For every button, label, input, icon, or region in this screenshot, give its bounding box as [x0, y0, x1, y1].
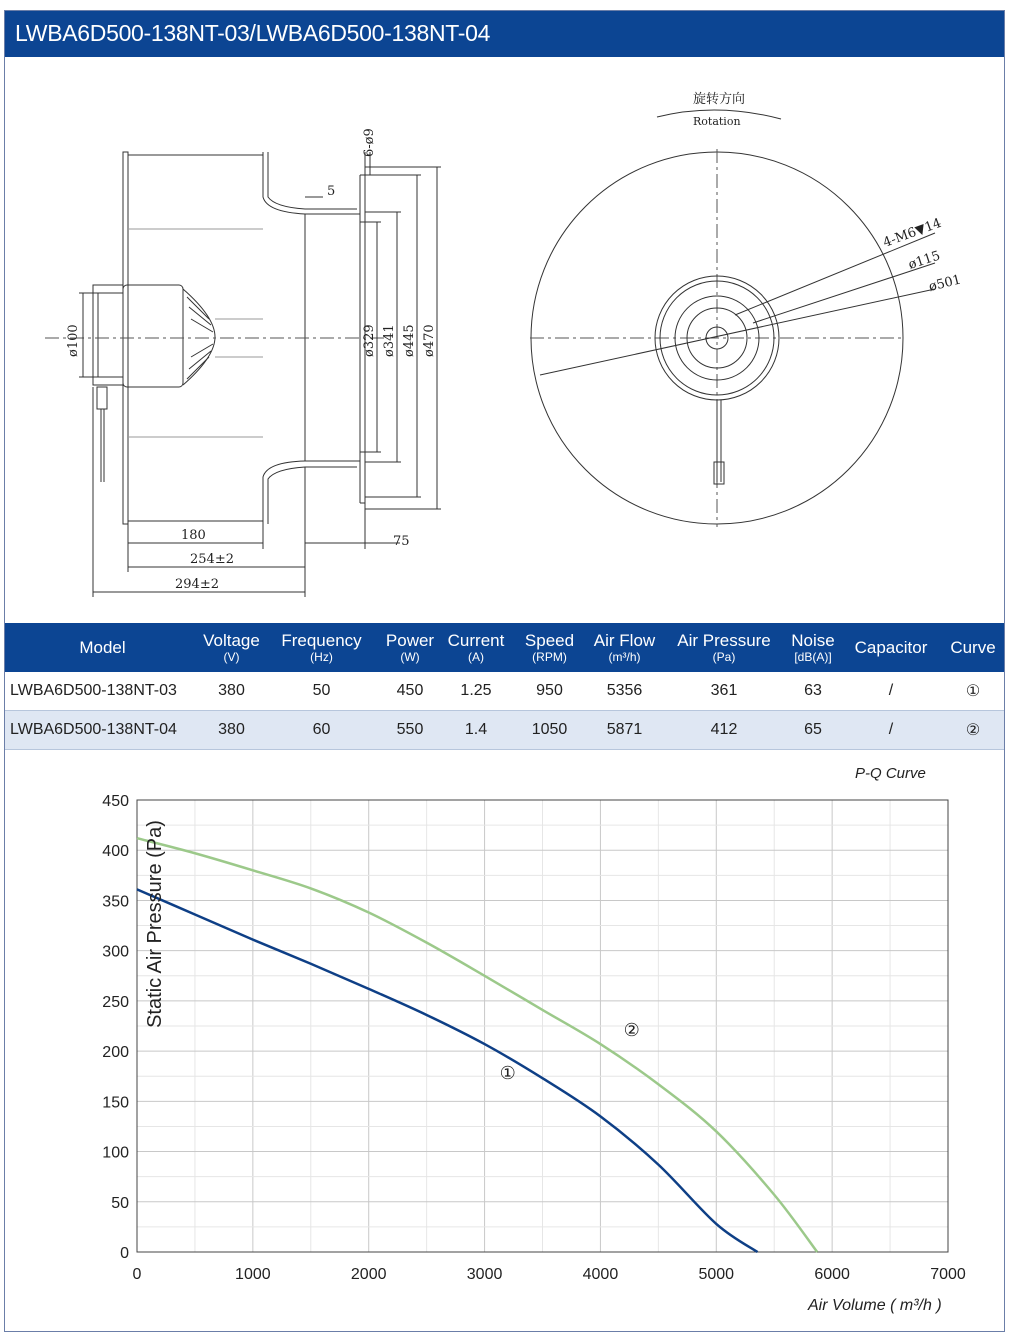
motor-fins: [183, 289, 215, 385]
dim-294: 294±2: [175, 577, 219, 592]
y-tick-label: 450: [102, 793, 129, 810]
table-cell: ①: [942, 672, 1004, 711]
page-title: LWBA6D500-138NT-03/LWBA6D500-138NT-04: [15, 20, 491, 46]
table-row: [5, 672, 1004, 711]
drawing-svg: [5, 57, 1004, 623]
table-cell: 65: [786, 711, 840, 750]
dim-holes: 6-ø9: [362, 128, 377, 157]
table-cell: 361: [662, 672, 786, 711]
table-cell: 550: [380, 711, 440, 750]
table-cell: 1050: [512, 711, 587, 750]
y-tick-label: 100: [102, 1144, 129, 1162]
y-tick-label: 400: [102, 843, 129, 861]
table-cell: 60: [263, 711, 380, 750]
curve-label-2: ②: [623, 1020, 640, 1041]
y-tick-label: 300: [102, 943, 129, 961]
dim-d329: ø329: [362, 324, 377, 357]
x-tick-label: 1000: [235, 1266, 271, 1283]
shroud-top: [263, 152, 360, 214]
col-header: Power (W): [380, 623, 440, 672]
y-tick-label: 150: [102, 1094, 129, 1112]
table-cell: LWBA6D500-138NT-04: [5, 711, 200, 750]
y-tick-label: 50: [111, 1194, 129, 1212]
dim-d470: ø470: [422, 324, 437, 357]
x-tick-label: 0: [132, 1266, 142, 1283]
table-header-row: [5, 623, 1004, 672]
series-line-1: [137, 889, 758, 1252]
col-header: Noise [dB(A)]: [786, 623, 840, 672]
dim-180: 180: [181, 528, 206, 543]
table-row: [5, 711, 1004, 750]
col-header: Frequency (Hz): [263, 623, 380, 672]
chart-ticks: [102, 793, 966, 1283]
x-tick-label: 6000: [814, 1266, 850, 1283]
x-tick-label: 4000: [582, 1266, 619, 1283]
table-cell: LWBA6D500-138NT-03: [5, 672, 200, 711]
table-cell: 1.25: [440, 672, 512, 711]
x-tick-label: 3000: [466, 1266, 503, 1283]
table-cell: 380: [200, 711, 263, 750]
table-cell: 63: [786, 672, 840, 711]
y-axis-label: Static Air Pressure (Pa): [144, 820, 166, 1028]
y-tick-label: 350: [102, 893, 129, 911]
y-tick-label: 250: [102, 993, 129, 1011]
dim-d501: ø501: [927, 272, 963, 295]
col-header: Speed (RPM): [512, 623, 587, 672]
spec-table: [5, 623, 1004, 750]
dim-254: 254±2: [190, 552, 234, 567]
curve-label-1: ①: [499, 1063, 516, 1084]
col-header: Current (A): [440, 623, 512, 672]
dim-m6: 4-M6▼14: [881, 215, 944, 251]
x-tick-label: 5000: [698, 1266, 735, 1283]
table-cell: 412: [662, 711, 786, 750]
table-cell: 5871: [587, 711, 662, 750]
dim-d100: ø100: [66, 324, 81, 357]
table-cell: 5356: [587, 672, 662, 711]
rotation-cn: 旋转方向: [693, 92, 746, 107]
rotation-en: Rotation: [693, 115, 741, 128]
table-cell: /: [840, 711, 942, 750]
table-cell: 380: [200, 672, 263, 711]
col-header: Capacitor: [840, 623, 942, 672]
y-tick-label: 0: [120, 1245, 129, 1262]
col-header: Curve: [942, 623, 1004, 672]
pq-chart: [5, 752, 1004, 1332]
col-header: Air Pressure (Pa): [662, 623, 786, 672]
chart-title: P-Q Curve: [855, 765, 926, 782]
table-cell: /: [840, 672, 942, 711]
dim-d115: ø115: [906, 248, 943, 273]
chart-svg: [5, 752, 1004, 1330]
dim-75: 75: [393, 534, 410, 549]
table-cell: 1.4: [440, 711, 512, 750]
x-tick-label: 7000: [930, 1266, 966, 1283]
col-header: Model: [5, 623, 200, 672]
table-cell: 950: [512, 672, 587, 711]
table-cell: ②: [942, 711, 1004, 750]
x-tick-label: 2000: [350, 1266, 387, 1283]
col-header: Voltage (V): [200, 623, 263, 672]
dim-d445: ø445: [402, 324, 417, 357]
dimension-drawing: [5, 57, 1004, 623]
dim-d341: ø341: [382, 324, 397, 357]
shroud-bottom: [263, 461, 360, 524]
col-header: Air Flow (m³/h): [587, 623, 662, 672]
chart-grid: [137, 800, 948, 1252]
y-tick-label: 200: [102, 1044, 129, 1062]
title-bar: [5, 11, 1004, 57]
table-cell: 450: [380, 672, 440, 711]
dim-5: 5: [327, 184, 336, 199]
x-axis-label: Air Volume ( m³/h ): [808, 1297, 942, 1314]
table-cell: 50: [263, 672, 380, 711]
